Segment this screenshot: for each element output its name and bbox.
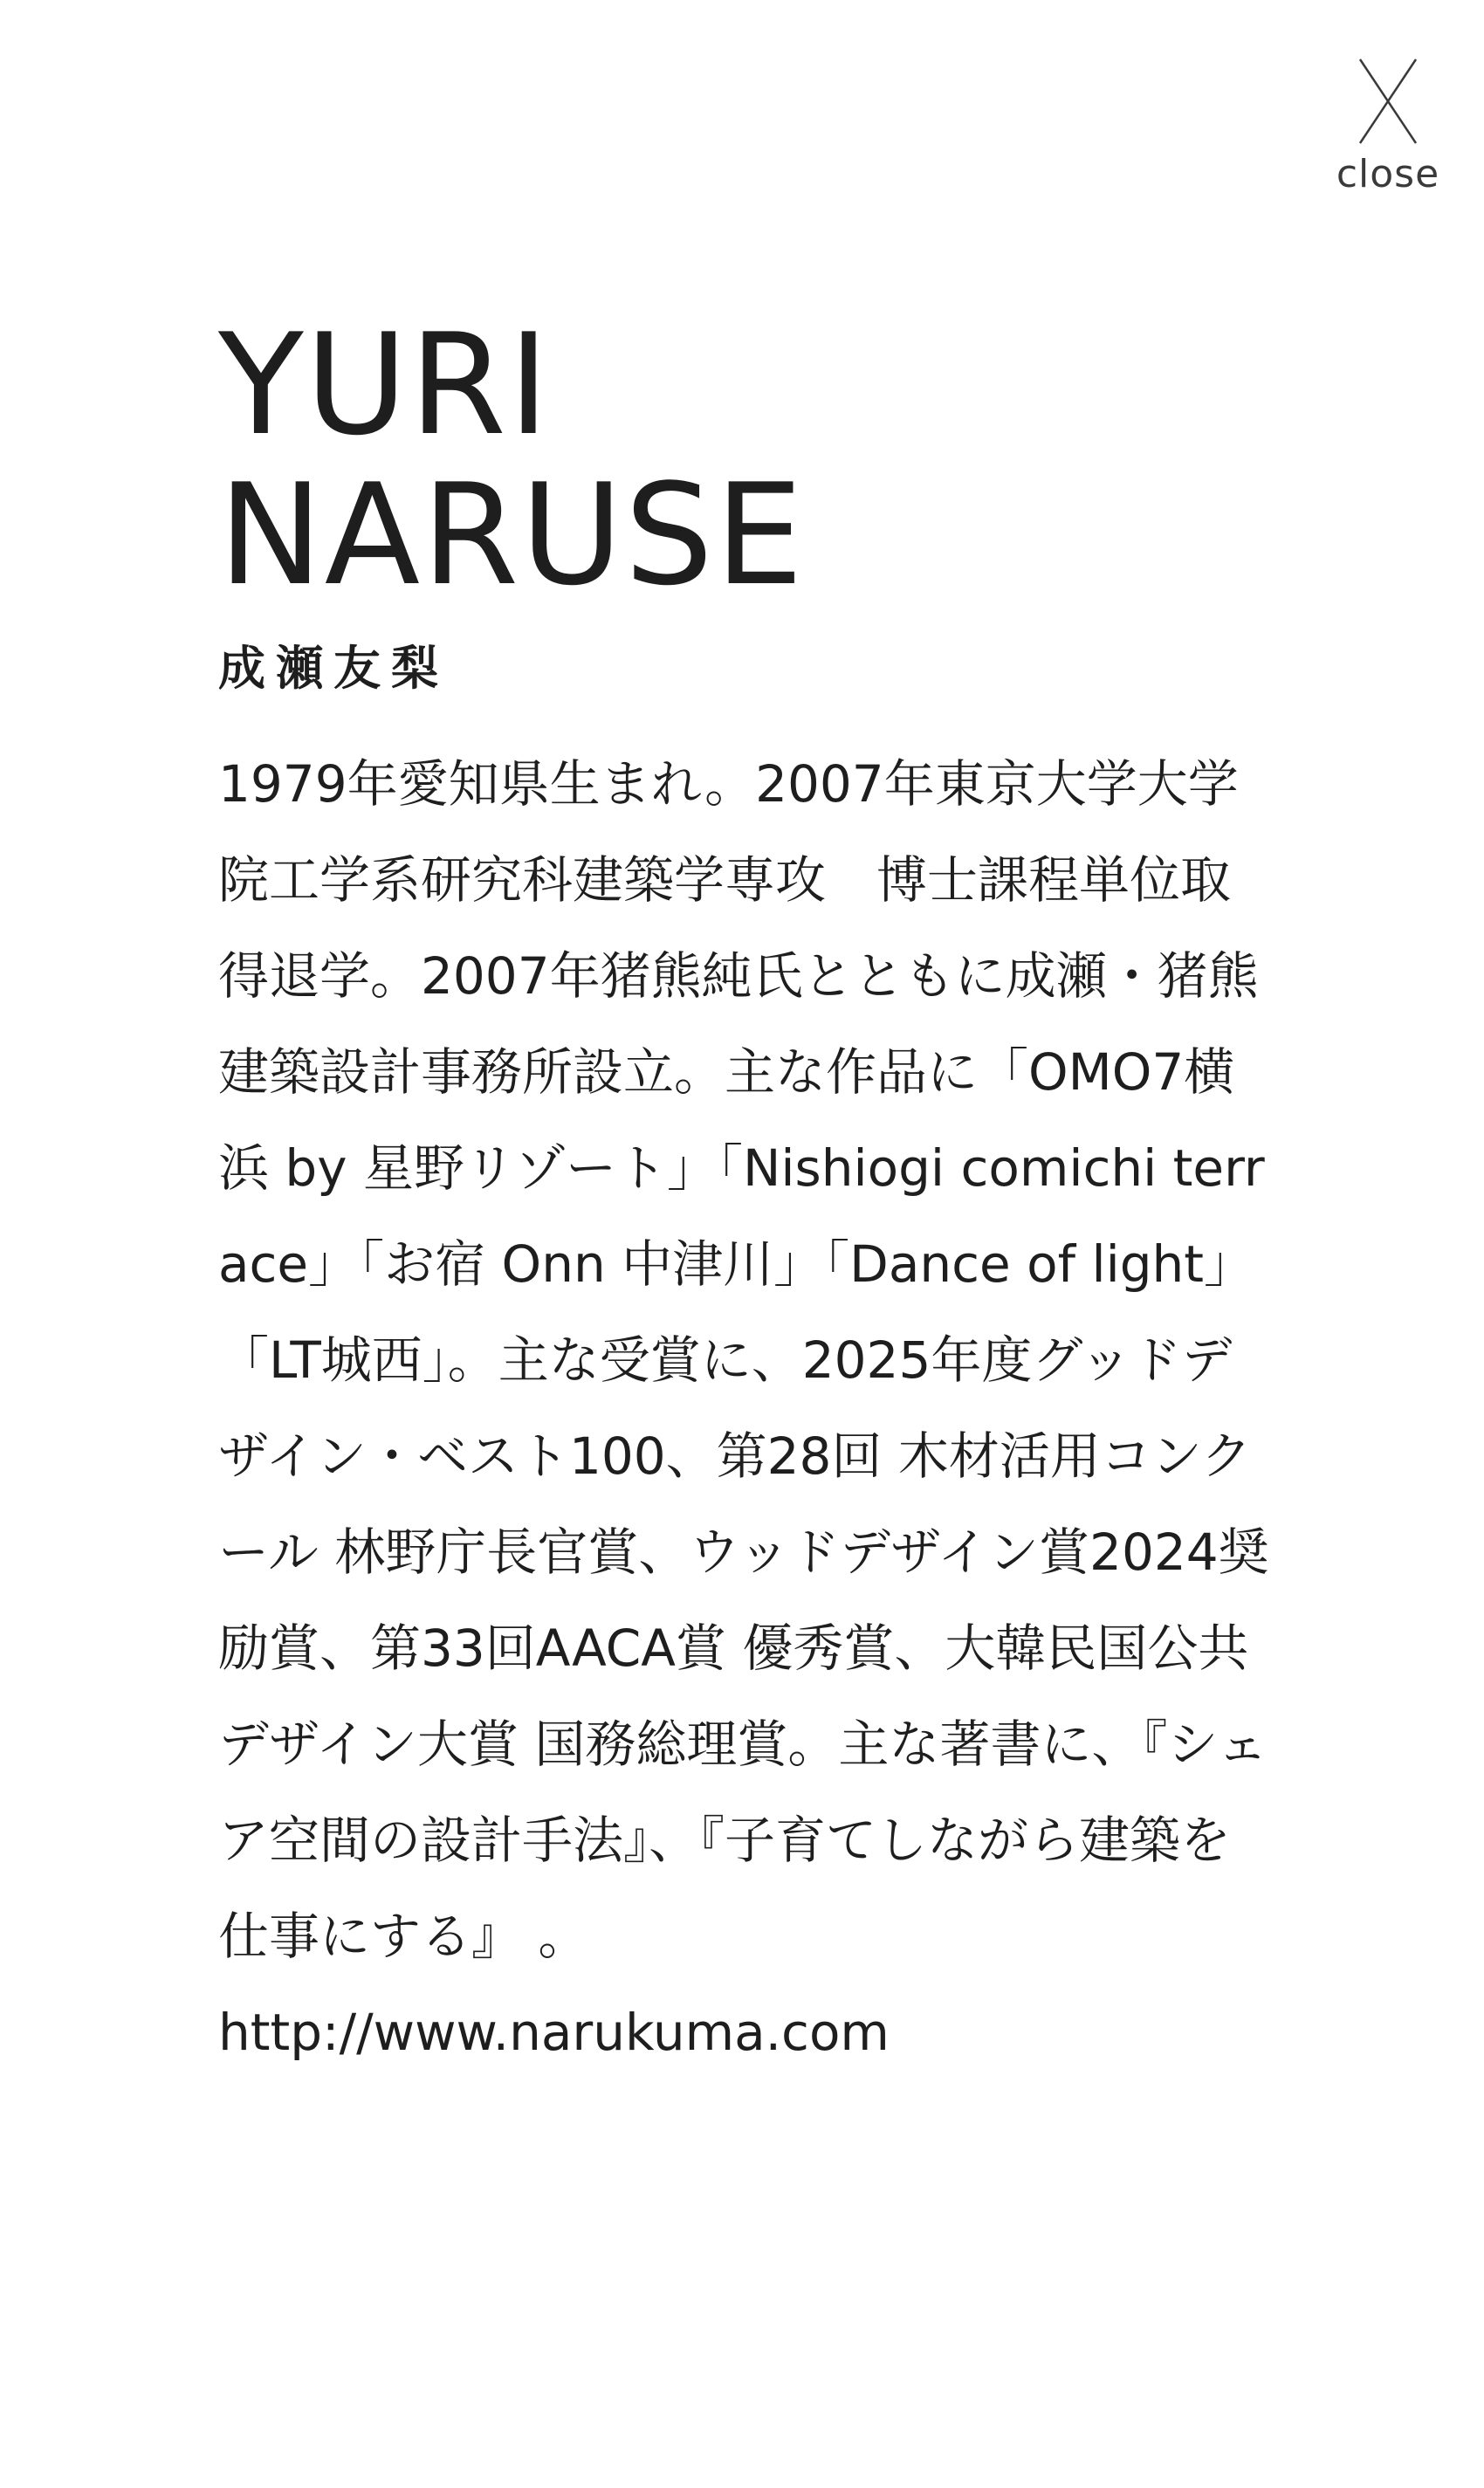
close-icon (1357, 58, 1419, 145)
website-link[interactable]: http://www.narukuma.com (218, 2003, 890, 2062)
name-english-last: NARUSE (218, 453, 806, 616)
name-english-first: YURI (218, 303, 552, 466)
close-button[interactable] (1318, 58, 1458, 206)
name-japanese: 成瀬友梨 (218, 641, 449, 696)
name-english (218, 303, 1274, 616)
biography-text: 1979年愛知県生まれ。2007年東京大学大学院工学系研究科建築学専攻 博士課程単位取得退学。2007年猪熊純氏とともに成瀬・猪熊建築設計事務所設立。主な作品に「OMO7横浜 by 星野リゾート」「Nishiogi comichi terrace」「お宿 Onn 中津川」「Dance of light」「LT城西」。主な受賞に、2025年度グッドデザイン・ベスト100、第28回 木材活用コンクール 林野庁長官賞、ウッドデザイン賞2024奨励賞、第33回AACA賞 優秀賞、大韓民国公共デザイン大賞 国務総理賞。主な著書に、『シェア空間の設計手法』、『子育てしながら建築を仕事にする』 。 (218, 754, 1269, 1966)
profile-panel (218, 303, 1274, 2080)
close-label: close (1336, 152, 1440, 196)
